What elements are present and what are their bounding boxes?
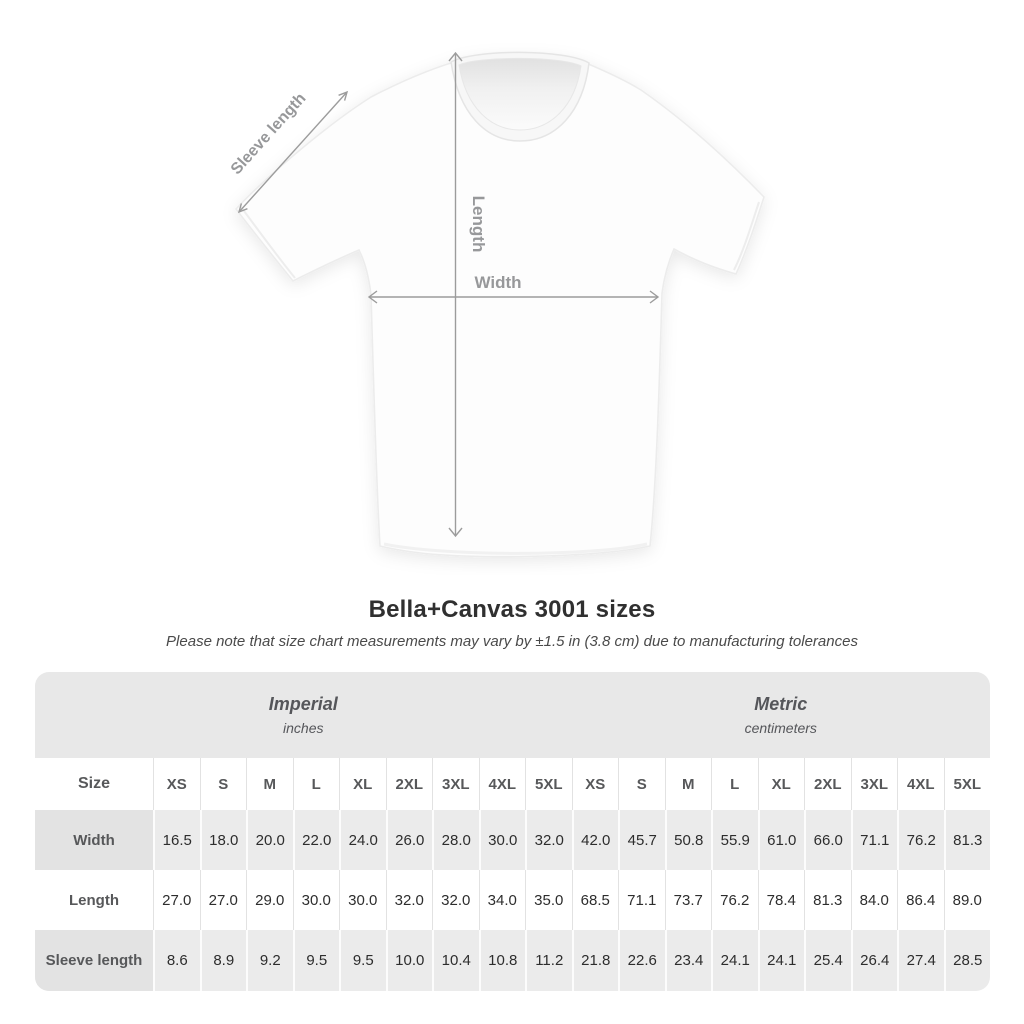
value-cell: 32.0 xyxy=(432,870,479,930)
row-label: Length xyxy=(69,891,119,909)
value-cell: 81.3 xyxy=(804,870,851,930)
value-cell: 28.5 xyxy=(944,930,991,991)
value-cell: 42.0 xyxy=(572,810,619,870)
value-cell: 71.1 xyxy=(851,810,898,870)
value-cell: 10.4 xyxy=(432,930,479,991)
size-cell: L xyxy=(293,758,340,810)
table-row-sleeve-length xyxy=(35,930,990,991)
value-cell: 8.6 xyxy=(153,930,200,991)
value-cell: 18.0 xyxy=(200,810,247,870)
value-cell: 21.8 xyxy=(572,930,619,991)
size-cell: 3XL xyxy=(851,758,898,810)
value-cell: 28.0 xyxy=(432,810,479,870)
value-cell: 66.0 xyxy=(804,810,851,870)
value-cell: 27.0 xyxy=(200,870,247,930)
sleeve-length-label: Sleeve length xyxy=(227,89,310,179)
size-cell: 5XL xyxy=(525,758,572,810)
size-cell: L xyxy=(711,758,758,810)
size-cell: 2XL xyxy=(804,758,851,810)
size-cell: M xyxy=(665,758,712,810)
value-cell: 10.0 xyxy=(386,930,433,991)
length-label: Length xyxy=(469,195,488,253)
tolerance-note: Please note that size chart measurements may vary by ±1.5 in (3.8 cm) due to manufacturing tolerances xyxy=(166,633,858,650)
value-cell: 25.4 xyxy=(804,930,851,991)
size-cell: M xyxy=(246,758,293,810)
size-cell: 2XL xyxy=(386,758,433,810)
value-cell: 23.4 xyxy=(665,930,712,991)
metric-group-header xyxy=(572,672,991,758)
size-cell: 5XL xyxy=(944,758,991,810)
value-cell: 30.0 xyxy=(339,870,386,930)
width-label: Width xyxy=(474,273,522,292)
value-cell: 89.0 xyxy=(944,870,991,930)
size-cell: 4XL xyxy=(479,758,526,810)
size-cell: XS xyxy=(572,758,619,810)
metric-group-unit: centimeters xyxy=(744,720,817,736)
value-cell: 27.0 xyxy=(153,870,200,930)
value-cell: 27.4 xyxy=(897,930,944,991)
value-cell: 16.5 xyxy=(153,810,200,870)
row-label: Sleeve length xyxy=(35,930,153,991)
value-cell: 86.4 xyxy=(897,870,944,930)
value-cell: 76.2 xyxy=(711,870,758,930)
value-cell: 9.5 xyxy=(339,930,386,991)
size-cell: S xyxy=(618,758,665,810)
size-cell: 3XL xyxy=(432,758,479,810)
value-cell: 81.3 xyxy=(944,810,991,870)
value-cell: 22.6 xyxy=(618,930,665,991)
value-cell: 20.0 xyxy=(246,810,293,870)
value-cell: 26.0 xyxy=(386,810,433,870)
size-header-row xyxy=(35,758,990,810)
value-cell: 32.0 xyxy=(525,810,572,870)
value-cell: 50.8 xyxy=(665,810,712,870)
value-cell: 11.2 xyxy=(525,930,572,991)
value-cell: 9.2 xyxy=(246,930,293,991)
unit-group-row xyxy=(35,672,990,758)
value-cell: 22.0 xyxy=(293,810,340,870)
value-cell: 55.9 xyxy=(711,810,758,870)
size-column-header: Size xyxy=(77,775,110,792)
size-cell: S xyxy=(200,758,247,810)
table-row-length xyxy=(35,870,990,930)
value-cell: 10.8 xyxy=(479,930,526,991)
metric-group-title: Metric xyxy=(754,694,808,714)
value-cell: 24.0 xyxy=(339,810,386,870)
imperial-group-unit: inches xyxy=(283,720,324,736)
value-cell: 73.7 xyxy=(665,870,712,930)
value-cell: 24.1 xyxy=(758,930,805,991)
value-cell: 32.0 xyxy=(386,870,433,930)
value-cell: 68.5 xyxy=(572,870,619,930)
value-cell: 26.4 xyxy=(851,930,898,991)
size-cell: 4XL xyxy=(897,758,944,810)
row-label: Width xyxy=(35,810,153,870)
value-cell: 30.0 xyxy=(479,810,526,870)
value-cell: 84.0 xyxy=(851,870,898,930)
value-cell: 34.0 xyxy=(479,870,526,930)
value-cell: 9.5 xyxy=(293,930,340,991)
table-row-width xyxy=(35,810,990,870)
value-cell: 35.0 xyxy=(525,870,572,930)
value-cell: 71.1 xyxy=(618,870,665,930)
value-cell: 61.0 xyxy=(758,810,805,870)
value-cell: 78.4 xyxy=(758,870,805,930)
value-cell: 29.0 xyxy=(246,870,293,930)
imperial-group-header xyxy=(35,672,572,758)
size-cell: XL xyxy=(339,758,386,810)
size-chart-table xyxy=(35,672,990,991)
size-cell: XL xyxy=(758,758,805,810)
value-cell: 30.0 xyxy=(293,870,340,930)
size-cell: XS xyxy=(153,758,200,810)
value-cell: 24.1 xyxy=(711,930,758,991)
value-cell: 76.2 xyxy=(897,810,944,870)
value-cell: 8.9 xyxy=(200,930,247,991)
page-title: Bella+Canvas 3001 sizes xyxy=(368,596,656,623)
value-cell: 45.7 xyxy=(618,810,665,870)
imperial-group-title: Imperial xyxy=(268,694,338,714)
